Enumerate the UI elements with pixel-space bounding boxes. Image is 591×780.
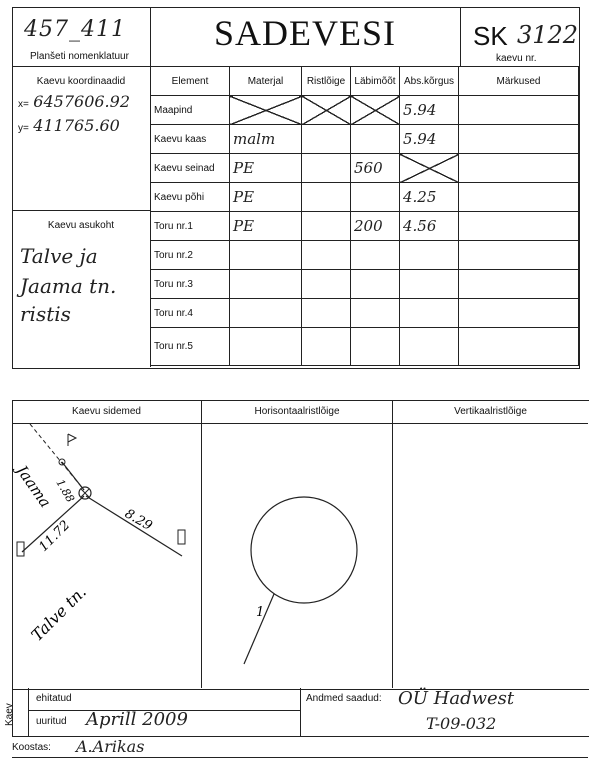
header-labimoot: Läbimõõt: [351, 67, 400, 96]
table-row: [151, 212, 579, 241]
andmed-label: Andmed saadud:: [306, 693, 382, 704]
row-element: Kaevu seinad: [151, 154, 230, 183]
coords-box: [12, 66, 151, 211]
street-label-talve: Talve tn.: [27, 582, 90, 645]
row-element: Toru nr.2: [151, 241, 230, 270]
well-number-label: kaevu nr.: [496, 53, 537, 64]
coord-x-prefix: x=: [18, 99, 29, 110]
section-links-title: Kaevu sidemed: [72, 406, 141, 417]
cell-korgus: 4.25: [400, 183, 459, 212]
table-row: [151, 299, 579, 328]
cell-materjal: PE: [230, 183, 302, 212]
cell-labimoot: [351, 125, 400, 154]
cell-ristloige: [302, 241, 351, 270]
cell-ristloige: [302, 125, 351, 154]
well-circle: [251, 497, 357, 603]
length-label-right: 8.29: [122, 506, 155, 534]
street-label-jaama: Jaama: [12, 461, 55, 511]
cell-korgus: 5.94: [400, 96, 459, 125]
cell-labimoot: [351, 270, 400, 299]
section-vertical-title: Vertikaalristlõige: [454, 406, 527, 417]
cell-materjal: [230, 241, 302, 270]
koostas-label: Koostas:: [12, 742, 51, 753]
nomenclature-label: Planšeti nomenklatuur: [30, 51, 129, 62]
andmed-value-company: OÜ Hadwest: [398, 688, 515, 709]
row-element: Toru nr.1: [151, 212, 230, 241]
cell-crossed: [230, 96, 302, 125]
header-ristloige: Ristlõige: [302, 67, 351, 96]
nomenclature-value: 457_411: [24, 17, 126, 42]
header-element: Element: [151, 67, 230, 96]
cell-ristloige: [302, 154, 351, 183]
location-box: [12, 210, 151, 367]
coord-x-value: 6457606.92: [33, 92, 130, 111]
row-element: Toru nr.5: [151, 328, 230, 366]
cell-markused: [459, 270, 579, 299]
cell-markused: [459, 183, 579, 212]
footer-divider-kaev: [28, 688, 29, 736]
koostas-value: A.Arikas: [76, 737, 145, 756]
coord-x: [18, 92, 130, 112]
cell-korgus: [400, 299, 459, 328]
inlet-grate-right: [178, 530, 185, 544]
cell-crossed: [351, 96, 400, 125]
cell-materjal: [230, 299, 302, 328]
table-row: [151, 241, 579, 270]
well-links-sketch: [12, 424, 201, 688]
section-horizontal-title: Horisontaalristlõige: [254, 406, 340, 417]
cell-labimoot: [351, 183, 400, 212]
table-header-row: [151, 67, 579, 96]
footer-divider-mid: [300, 688, 301, 736]
coord-y: [18, 116, 120, 136]
cell-markused: [459, 125, 579, 154]
andmed-value-work-number: T-09-032: [426, 714, 497, 733]
cell-labimoot: [351, 299, 400, 328]
cell-korgus: [400, 270, 459, 299]
cell-markused: [459, 154, 579, 183]
location-label: Kaevu asukoht: [47, 220, 115, 231]
cell-korgus: [400, 241, 459, 270]
uuritud-label: uuritud: [36, 716, 67, 727]
cell-ristloige: [302, 299, 351, 328]
pipe-1-label: 1: [256, 605, 265, 620]
cell-crossed: [302, 96, 351, 125]
length-label-left: 11.72: [36, 517, 74, 555]
cell-korgus: 5.94: [400, 125, 459, 154]
nomenclature-box: [12, 7, 151, 67]
cell-ristloige: [302, 328, 351, 366]
well-number-value: 3122: [517, 21, 579, 49]
cell-ristloige: [302, 212, 351, 241]
cell-korgus: [400, 328, 459, 366]
row-element: Maapind: [151, 96, 230, 125]
row-element: Kaevu kaas: [151, 125, 230, 154]
cell-materjal: malm: [230, 125, 302, 154]
cell-markused: [459, 328, 579, 366]
length-label-top: 1.88: [53, 477, 77, 505]
row-element: Kaevu põhi: [151, 183, 230, 212]
table-row: [151, 96, 579, 125]
table-row: [151, 125, 579, 154]
cell-markused: [459, 299, 579, 328]
cell-labimoot: 560: [351, 154, 400, 183]
header-materjal: Materjal: [230, 67, 302, 96]
inlet-grate-left: [17, 542, 24, 556]
header-korgus: Abs.kõrgus: [400, 67, 459, 96]
ehitatud-label: ehitatud: [36, 693, 72, 704]
row-element: Toru nr.4: [151, 299, 230, 328]
cell-ristloige: [302, 183, 351, 212]
location-line-1: Talve ja: [20, 244, 98, 268]
cell-materjal: [230, 328, 302, 366]
horizontal-section-sketch: [202, 424, 392, 688]
coord-y-prefix: y=: [18, 123, 29, 134]
table-row: [151, 183, 579, 212]
cell-materjal: [230, 270, 302, 299]
koostas-line: [12, 757, 588, 758]
table-row: [151, 154, 579, 183]
well-number-box: [460, 7, 579, 67]
cell-labimoot: 200: [351, 212, 400, 241]
document-title: SADEVESI: [213, 13, 396, 53]
well-prefix: SK: [473, 21, 508, 51]
cell-markused: [459, 96, 579, 125]
kaev-vertical-label: Kaev: [4, 703, 15, 726]
coord-y-value: 411765.60: [33, 116, 120, 135]
cell-korgus: 4.56: [400, 212, 459, 241]
table-row: [151, 270, 579, 299]
cell-labimoot: [351, 328, 400, 366]
bottom-divider-2: [392, 400, 393, 688]
row-element: Toru nr.3: [151, 270, 230, 299]
cell-materjal: PE: [230, 212, 302, 241]
cell-crossed: [400, 154, 459, 183]
cell-ristloige: [302, 270, 351, 299]
cell-markused: [459, 241, 579, 270]
header-markused: Märkused: [459, 67, 579, 96]
cell-materjal: PE: [230, 154, 302, 183]
inlet-flag-top: [68, 434, 76, 446]
coords-label: Kaevu koordinaadid: [36, 76, 126, 87]
uuritud-value: Aprill 2009: [86, 709, 188, 730]
location-line-2: Jaama tn.: [20, 274, 117, 298]
table-row: [151, 328, 579, 366]
location-line-3: ristis: [20, 302, 71, 326]
cell-markused: [459, 212, 579, 241]
elements-table: [150, 66, 579, 366]
cell-labimoot: [351, 241, 400, 270]
